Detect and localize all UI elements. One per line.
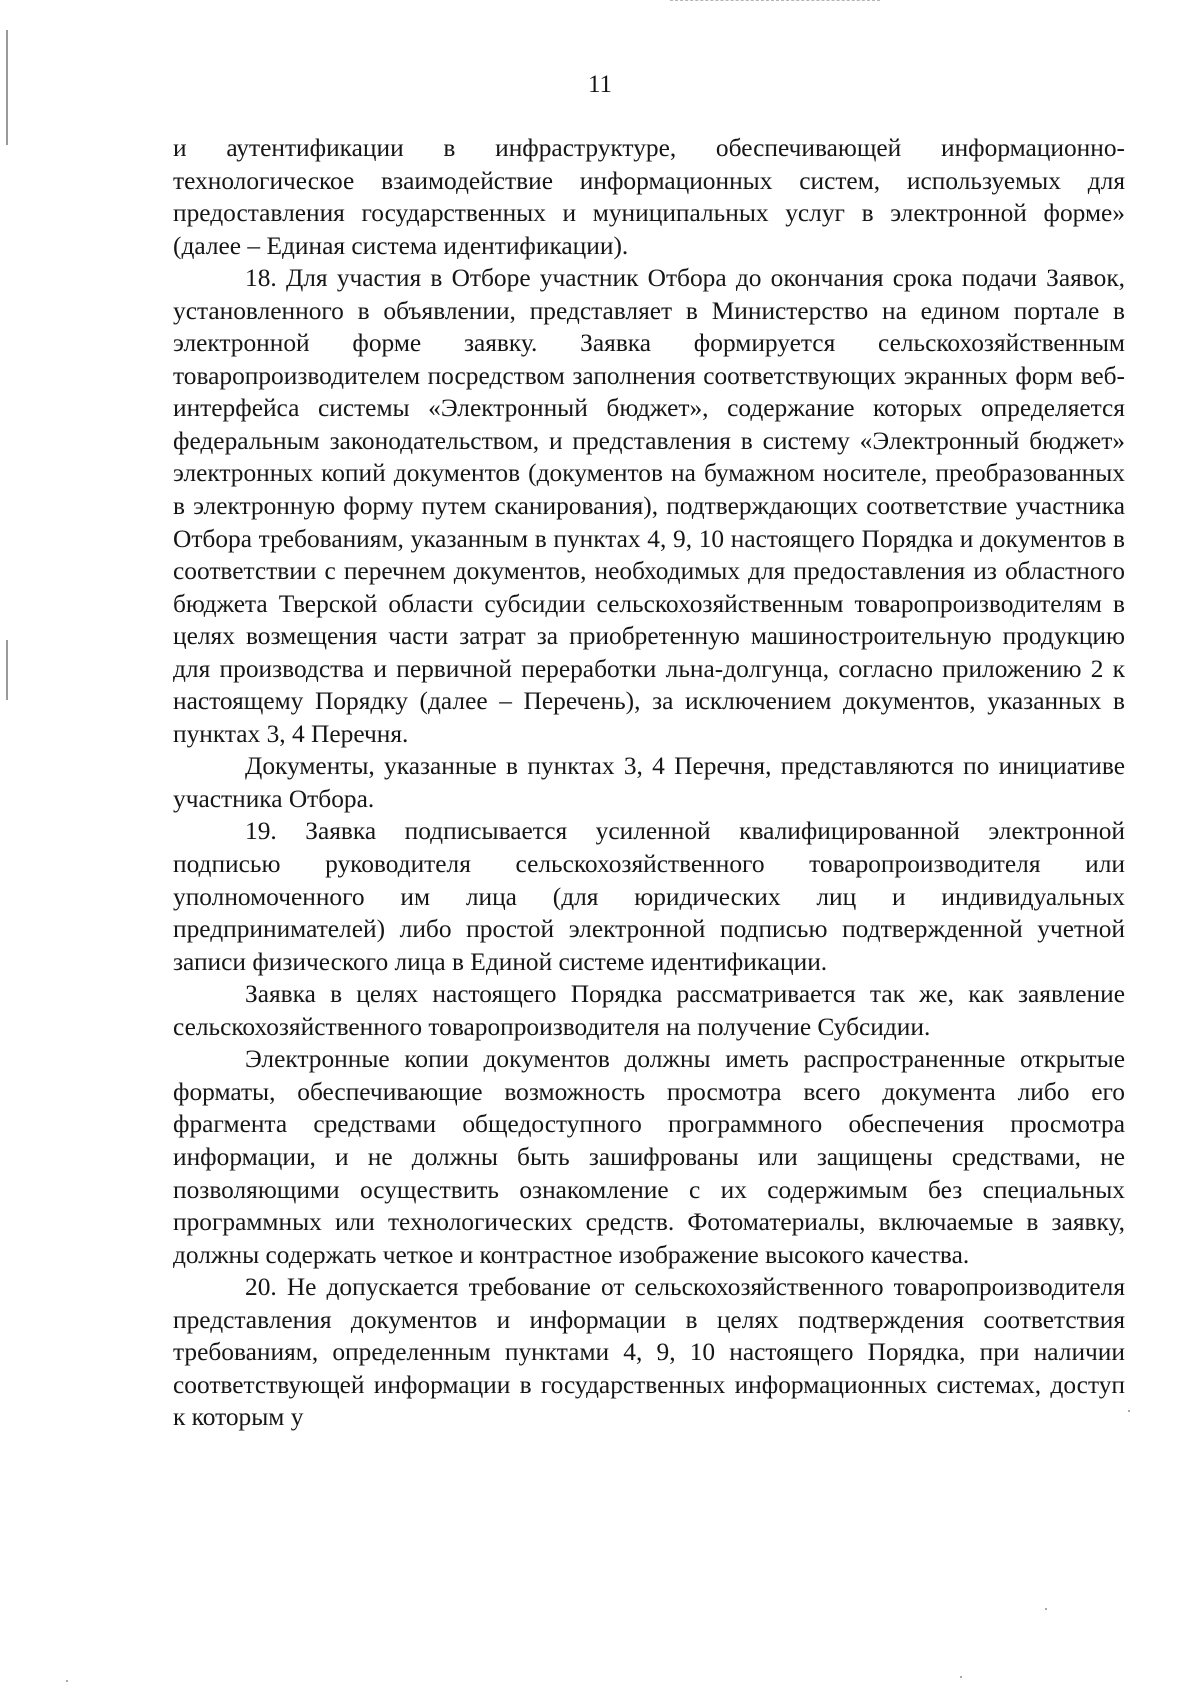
scan-artifact-left-edge — [6, 640, 8, 700]
paragraph-continuation: и аутентификации в инфраструктуре, обеспечивающей информационно-технологическое взаимодействие информационных систем, используемых для предоставления государственных и муниципальных услуг в электронной форме» (далее – Единая система идентификации). — [173, 134, 1125, 260]
document-body — [173, 132, 1125, 1434]
scan-artifact-top — [670, 0, 880, 2]
paragraph-clause-19: 19. Заявка подписывается усиленной квалифицированной электронной подписью руководителя сельскохозяйственного товаропроизводителя или уполномоченного им лица (для юридических лиц и индивидуальных предпринимателей) либо простой электронной подписью подтвержденной учетной записи физического лица в Единой системе идентификации. — [173, 817, 1125, 976]
scan-artifact-dot — [1045, 1608, 1047, 1610]
scan-artifact-dot — [1128, 1410, 1130, 1412]
scan-artifact-dot — [66, 1680, 68, 1682]
paragraph-documents-initiative: Документы, указанные в пунктах 3, 4 Перечня, представляются по инициативе участника Отбора. — [173, 752, 1125, 813]
page-number: 11 — [587, 71, 613, 98]
paragraph-application-equivalence: Заявка в целях настоящего Порядка рассматривается так же, как заявление сельскохозяйственного товаропроизводителя на получение Субсидии. — [173, 980, 1125, 1041]
paragraph-clause-18: 18. Для участия в Отборе участник Отбора до окончания срока подачи Заявок, установленного в объявлении, представляет в Министерство на едином портале в электронной форме заявку. Заявка формируется сельскохозяйственным товаропроизводителем посредством заполнения соответствующих экранных форм веб-интерфейса системы «Электронный бюджет», содержание которых определяется федеральным законодательством, и представления в систему «Электронный бюджет» электронных копий документов (документов на бумажном носителе, преобразованных в электронную форму путем сканирования), подтверждающих соответствие участника Отбора требованиям, указанным в пунктах 4, 9, 10 настоящего Порядка и документов в соответствии с перечнем документов, необходимых для предоставления из областного бюджета Тверской области субсидии сельскохозяйственным товаропроизводителям в целях возмещения части затрат за приобретенную машиностроительную продукцию для производства и первичной переработки льна-долгунца, согласно приложению 2 к настоящему Порядку (далее – Перечень), за исключением документов, указанных в пунктах 3, 4 Перечня. — [173, 264, 1125, 748]
paragraph-electronic-copies: Электронные копии документов должны иметь распространенные открытые форматы, обеспечивающие возможность просмотра всего документа либо его фрагмента средствами общедоступного программного обеспечения просмотра информации, и не должны быть зашифрованы или защищены средствами, не позволяющими осуществить ознакомление с их содержимым без специальных программных или технологических средств. Фотоматериалы, включаемые в заявку, должны содержать четкое и контрастное изображение высокого качества. — [173, 1045, 1125, 1269]
paragraph-clause-20: 20. Не допускается требование от сельскохозяйственного товаропроизводителя представления документов и информации в целях подтверждения соответствия требованиям, определенным пунктами 4, 9, 10 настоящего Порядка, при наличии соответствующей информации в государственных информационных системах, доступ к которым у — [173, 1273, 1125, 1432]
scan-artifact-dot — [960, 1676, 962, 1678]
